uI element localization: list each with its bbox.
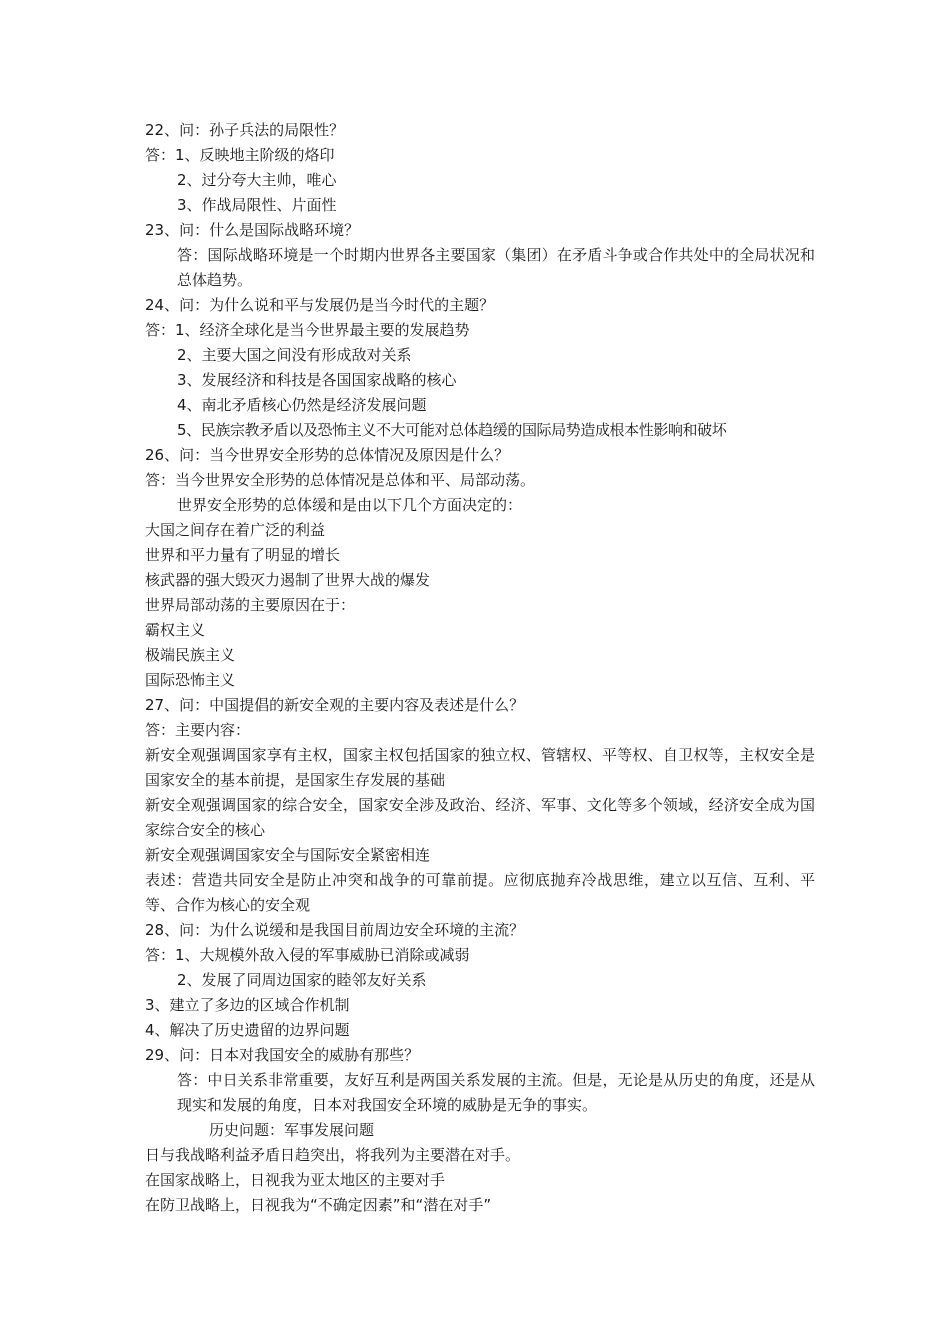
text-line: 3、发展经济和科技是各国国家战略的核心 bbox=[177, 371, 457, 389]
text-line: 22、问：孙子兵法的局限性？ bbox=[145, 121, 345, 139]
text-line: 在防卫战略上，日视我为“不确定因素”和“潜在对手” bbox=[145, 1196, 492, 1214]
text-line: 新安全观强调国家的综合安全，国家安全涉及政治、经济、军事、文化等多个领域，经济安全成为国家综合安全的核心 bbox=[145, 796, 815, 839]
text-line: 2、主要大国之间没有形成敌对关系 bbox=[177, 346, 412, 364]
document-text-body bbox=[145, 118, 815, 1218]
text-line: 大国之间存在着广泛的利益 bbox=[145, 521, 326, 539]
text-line: 历史问题：军事发展问题 bbox=[209, 1121, 375, 1139]
text-line: 答：中日关系非常重要，友好互利是两国关系发展的主流。但是，无论是从历史的角度，还是从现实和发展的角度，日本对我国安全环境的威胁是无争的事实。 bbox=[177, 1071, 815, 1114]
text-line: 27、问：中国提倡的新安全观的主要内容及表述是什么？ bbox=[145, 696, 525, 714]
text-line: 新安全观强调国家安全与国际安全紧密相连 bbox=[145, 846, 431, 864]
text-line: 世界局部动荡的主要原因在于： bbox=[145, 596, 356, 614]
text-line: 在国家战略上，日视我为亚太地区的主要对手 bbox=[145, 1171, 446, 1189]
text-line: 4、南北矛盾核心仍然是经济发展问题 bbox=[177, 396, 427, 414]
text-line: 23、问：什么是国际战略环境？ bbox=[145, 221, 360, 239]
text-line: 极端民族主义 bbox=[145, 646, 236, 664]
text-line: 24、问：为什么说和平与发展仍是当今时代的主题？ bbox=[145, 296, 495, 314]
text-line: 2、过分夸大主帅，唯心 bbox=[177, 171, 337, 189]
text-line: 核武器的强大毁灭力遏制了世界大战的爆发 bbox=[145, 571, 431, 589]
text-line: 4、解决了历史遗留的边界问题 bbox=[145, 1021, 350, 1039]
text-line: 答：1、经济全球化是当今世界最主要的发展趋势 bbox=[145, 321, 470, 339]
text-line: 3、建立了多边的区域合作机制 bbox=[145, 996, 350, 1014]
text-line: 答：当今世界安全形势的总体情况是总体和平、局部动荡。 bbox=[145, 471, 536, 489]
text-line: 世界安全形势的总体缓和是由以下几个方面决定的： bbox=[177, 496, 523, 514]
text-line: 2、发展了同周边国家的睦邻友好关系 bbox=[177, 971, 427, 989]
text-line: 新安全观强调国家享有主权，国家主权包括国家的独立权、管辖权、平等权、自卫权等，主权安全是国家安全的基本前提，是国家生存发展的基础 bbox=[145, 746, 815, 789]
text-line: 答：1、反映地主阶级的烙印 bbox=[145, 146, 335, 164]
text-line: 日与我战略利益矛盾日趋突出，将我列为主要潜在对手。 bbox=[145, 1146, 521, 1164]
text-line: 26、问：当今世界安全形势的总体情况及原因是什么？ bbox=[145, 446, 510, 464]
text-line: 答：1、大规模外敌入侵的军事威胁已消除或减弱 bbox=[145, 946, 470, 964]
text-line: 国际恐怖主义 bbox=[145, 671, 236, 689]
text-line: 答：主要内容： bbox=[145, 721, 251, 739]
text-line: 28、问：为什么说缓和是我国目前周边安全环境的主流？ bbox=[145, 921, 525, 939]
text-line: 29、问：日本对我国安全的威胁有那些？ bbox=[145, 1046, 420, 1064]
text-line: 答：国际战略环境是一个时期内世界各主要国家（集团）在矛盾斗争或合作共处中的全局状况和总体趋势。 bbox=[177, 246, 815, 289]
text-line: 3、作战局限性、片面性 bbox=[177, 196, 337, 214]
text-line: 表述：营造共同安全是防止冲突和战争的可靠前提。应彻底抛弃冷战思维，建立以互信、互利、平等、合作为核心的安全观 bbox=[145, 871, 815, 914]
text-line: 世界和平力量有了明显的增长 bbox=[145, 546, 341, 564]
text-line: 5、民族宗教矛盾以及恐怖主义不大可能对总体趋缓的国际局势造成根本性影响和破坏 bbox=[177, 421, 727, 439]
text-line: 霸权主义 bbox=[145, 621, 206, 639]
